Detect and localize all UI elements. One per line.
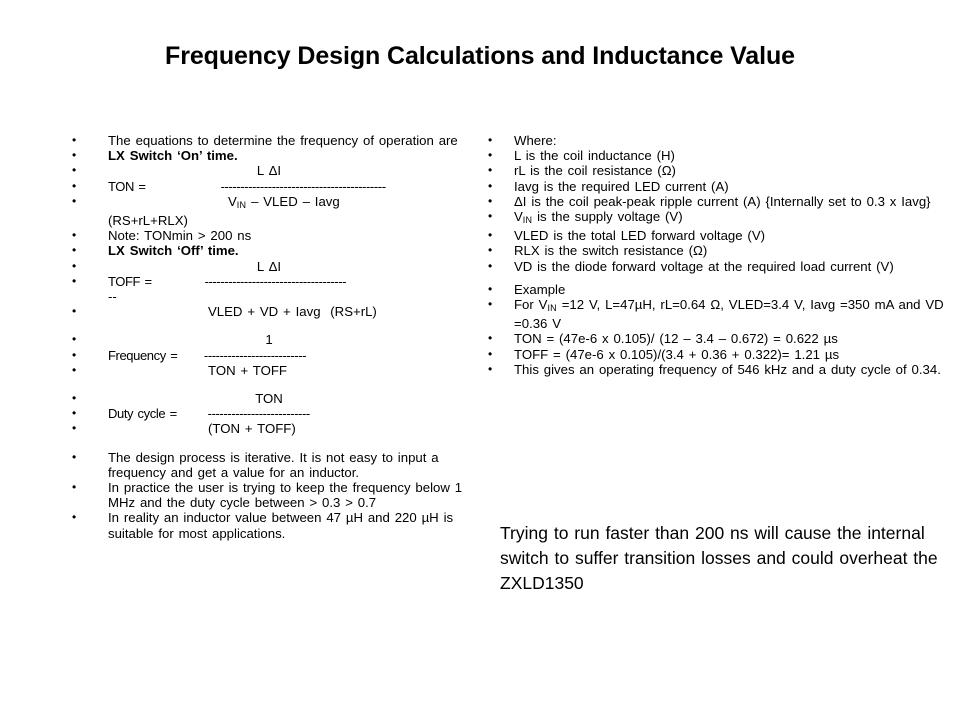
bullet-marker: • [72, 148, 77, 163]
formula-toff-bar: TOFF = ------------------------------------ [108, 273, 347, 289]
formula-bar-row [72, 348, 464, 363]
bullet-marker: • [488, 331, 493, 346]
bullet-marker: • [72, 332, 77, 347]
list-item [488, 209, 948, 228]
bullet-marker: • [72, 406, 77, 421]
bullet-marker: • [488, 193, 493, 208]
list-item [72, 148, 464, 163]
list-item-text: RLX is the switch resistance (Ω) [514, 243, 708, 259]
list-item [488, 347, 948, 362]
formula-bar-row [72, 406, 464, 421]
list-item [488, 362, 948, 377]
bullet-marker: • [72, 362, 77, 377]
list-item-text: Where: [514, 133, 557, 148]
list-item-text: ΔI is the coil peak-peak ripple current (A) {Internally set to 0.3 x Iavg} [514, 193, 931, 209]
list-item [72, 228, 464, 243]
list-item-text: In reality an inductor value between 47 µH and 220 µH is suitable for most applications. [108, 510, 458, 541]
list-item [72, 510, 464, 540]
formula-denominator-row [72, 363, 464, 378]
list-item-text: VLED is the total LED forward voltage (V) [514, 228, 766, 244]
list-item [488, 331, 948, 346]
list-item-text: The equations to determine the frequency of operation are [108, 133, 458, 148]
formula-bar-row [72, 179, 464, 194]
formula-bar-continuation: -- [108, 289, 117, 305]
list-item [488, 179, 948, 194]
formula-numerator: L ΔI [256, 163, 282, 179]
bullet-marker: • [72, 449, 77, 464]
page-title: Frequency Design Calculations and Inductance Value [165, 42, 795, 70]
list-item [72, 450, 464, 480]
list-item [72, 133, 464, 148]
list-item-text: Note: TONmin > 200 ns [108, 228, 252, 244]
callout-warning-text: Trying to run faster than 200 ns will cause the internal switch to suffer transition losses and could overheat the ZXLD1350 [500, 523, 944, 593]
list-item-text: Iavg is the required LED current (A) [514, 178, 729, 194]
bullet-marker: • [488, 361, 493, 376]
bullet-marker: • [488, 281, 493, 296]
formula-numerator-row [72, 163, 464, 178]
subscript-in: IN [522, 215, 533, 226]
bullet-marker: • [488, 297, 493, 312]
bullet-marker: • [72, 228, 77, 243]
formula-denominator-continuation: (RS+rL+RLX) [108, 213, 188, 229]
bullet-marker: • [72, 163, 77, 178]
bullet-marker: • [488, 178, 493, 193]
list-item [488, 282, 948, 297]
formula-duty-cycle-bar: Duty cycle = -------------------------- [108, 406, 310, 422]
spacer [72, 437, 464, 450]
list-item [488, 243, 948, 258]
left-content-column [72, 133, 467, 541]
formula-ton-bar: TON = ------------------------------------------ [108, 178, 386, 194]
bullet-marker: • [72, 133, 77, 147]
list-item-text: VD is the diode forward voltage at the required load current (V) [514, 258, 894, 274]
formula-numerator: 1 [265, 332, 273, 348]
list-item-text: L is the coil inductance (H) [514, 148, 675, 164]
list-item-text: TON = (47e-6 x 0.105)/ (12 – 3.4 – 0.672) = 0.622 µs [514, 331, 838, 347]
formula-denominator: $V_{IN}$ – VLED – Iavg [228, 193, 340, 210]
bullet-marker: • [72, 258, 77, 273]
subscript-in: IN [547, 303, 557, 314]
bullet-marker: • [488, 258, 493, 273]
formula-numerator: L ΔI [256, 258, 282, 274]
bullet-marker: • [72, 273, 77, 288]
formula-denominator-row [72, 194, 464, 213]
list-item-text: The design process is iterative. It is not easy to input a frequency and get a value for an inductor. [108, 449, 444, 480]
bullet-marker: • [72, 421, 77, 436]
bullet-marker: • [488, 133, 493, 147]
bullet-marker: • [72, 480, 77, 495]
formula-frequency-bar: Frequency = -------------------------- [108, 347, 307, 363]
list-item [488, 163, 948, 178]
bullet-marker: • [72, 391, 77, 406]
list-item [488, 194, 948, 209]
list-item [72, 243, 464, 258]
list-item [488, 148, 948, 163]
formula-numerator-row [72, 332, 464, 347]
list-item [488, 228, 948, 243]
bullet-marker: • [72, 243, 77, 258]
bullet-marker: • [488, 346, 493, 361]
bullet-marker: • [488, 163, 493, 178]
bullet-marker: • [72, 510, 77, 525]
list-item [72, 480, 467, 511]
bullet-marker: • [72, 304, 77, 319]
list-item-text: LX Switch ‘On’ time. [108, 148, 238, 164]
list-item-text: For $V_{IN} =12$ V, L=47µH, rL=0.64 Ω, VLED=3.4 V, Iavg =350 mA and VD =0.36 V [514, 297, 949, 332]
list-item [488, 133, 948, 148]
right-content-column [488, 133, 948, 377]
formula-denominator: (TON + TOFF) [208, 421, 296, 437]
spacer [488, 274, 948, 282]
formula-bar-continuation-row [72, 289, 464, 304]
bullet-marker: • [488, 148, 493, 163]
formula-denominator-row [72, 304, 464, 319]
formula-numerator: TON [255, 391, 283, 407]
list-item-text: This gives an operating frequency of 546 kHz and a duty cycle of 0.34. [514, 361, 941, 377]
list-item-text: TOFF = (47e-6 x 0.105)/(3.4 + 0.36 + 0.322)= 1.21 µs [514, 346, 840, 362]
formula-numerator-row [72, 391, 464, 406]
formula-denominator: TON + TOFF [208, 362, 287, 378]
formula-denominator-continuation-row [72, 213, 464, 228]
spacer [72, 319, 464, 332]
formula-bar-row [72, 274, 464, 289]
list-item-text: $V_{IN}$ is the supply voltage (V) [514, 209, 683, 226]
list-item-text: rL is the coil resistance (Ω) [514, 163, 676, 179]
bullet-marker: • [72, 178, 77, 193]
list-item-text: Example [514, 281, 566, 297]
list-item-text: LX Switch ‘Off’ time. [108, 243, 239, 259]
subscript-in: IN [236, 199, 247, 210]
formula-denominator-row [72, 421, 464, 436]
bullet-marker: • [488, 228, 493, 243]
bullet-marker: • [72, 347, 77, 362]
formula-denominator: VLED + VD + Iavg (RS+rL) [208, 304, 377, 320]
bullet-marker: • [72, 193, 77, 208]
bullet-marker: • [488, 243, 493, 258]
spacer [72, 378, 464, 391]
bullet-marker: • [488, 209, 493, 224]
list-item-text: In practice the user is trying to keep the frequency below 1 MHz and the duty cycle between > 0.3 > 0.7 [108, 480, 467, 511]
list-item [488, 259, 948, 274]
formula-numerator-row [72, 259, 464, 274]
list-item [488, 297, 948, 331]
